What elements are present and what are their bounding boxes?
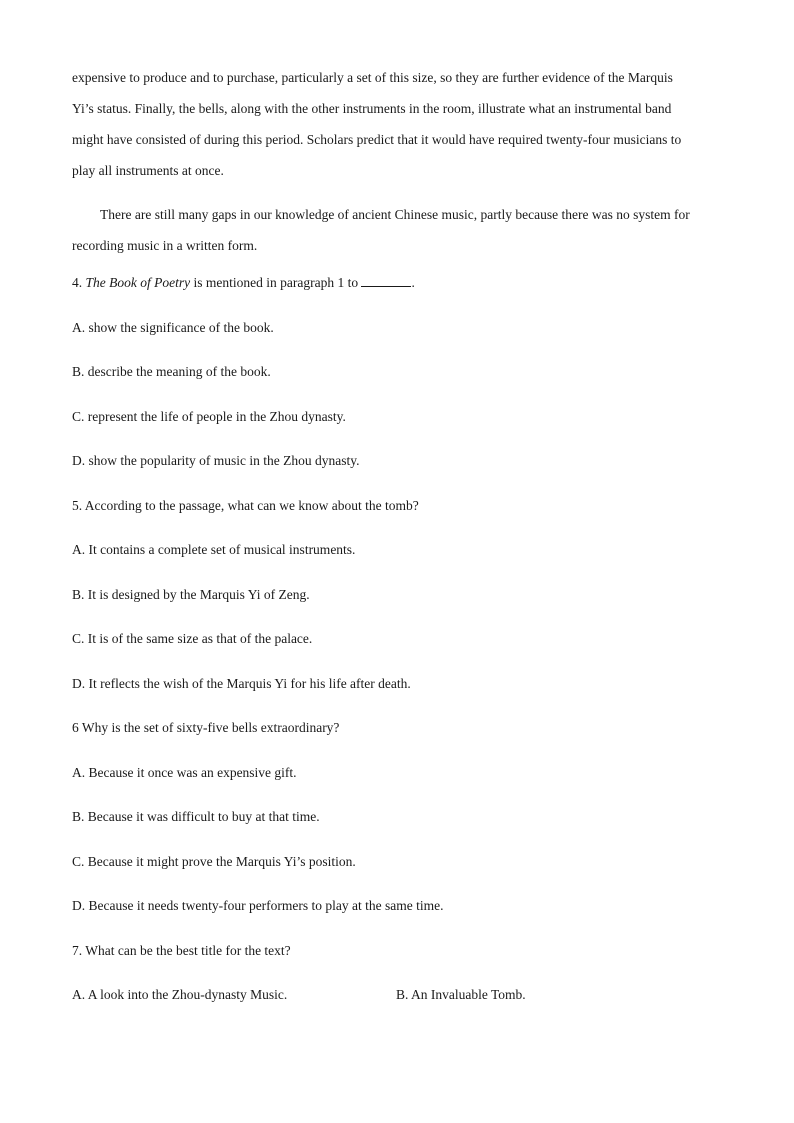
text-line: might have consisted of during this period. Scholars predict that it would have required twenty-four musicians to <box>72 132 682 147</box>
option-d: D. show the popularity of music in the Zhou dynasty. <box>72 453 360 468</box>
option-d: D. It reflects the wish of the Marquis Yi for his life after death. <box>72 675 411 691</box>
question-4 <box>72 273 722 496</box>
text-line: recording music in a written form. <box>72 238 258 253</box>
answer-blank <box>361 273 411 287</box>
question-stem: 5. According to the passage, what can we know about the tomb? <box>72 497 419 513</box>
option-c: C. represent the life of people in the Zhou dynasty. <box>72 408 346 424</box>
option-b: B. It is designed by the Marquis Yi of Zeng. <box>72 586 310 602</box>
passage-paragraph-2 <box>72 199 722 261</box>
option-b: B. Because it was difficult to buy at that time. <box>72 809 320 824</box>
option-d: D. Because it needs twenty-four performers to play at the same time. <box>72 898 444 913</box>
option-c: C. It is of the same size as that of the palace. <box>72 631 313 646</box>
paragraph-gap <box>72 261 722 273</box>
option-a: A. show the significance of the book. <box>72 319 274 335</box>
option-b: B. An Invaluable Tomb. <box>396 987 526 1002</box>
option-a: A. It contains a complete set of musical instruments. <box>72 542 356 557</box>
question-6 <box>72 718 722 941</box>
option-b: B. describe the meaning of the book. <box>72 364 271 379</box>
text-line: play all instruments at once. <box>72 163 224 178</box>
question-5 <box>72 496 722 719</box>
text-line: Yi’s status. Finally, the bells, along with the other instruments in the room, illustrate what an instrumental band <box>72 101 672 116</box>
question-stem: 6 Why is the set of sixty-five bells extraordinary? <box>72 720 340 735</box>
book-title: The Book of Poetry <box>85 275 191 290</box>
question-stem: 7. What can be the best title for the text? <box>72 942 291 958</box>
option-a: A. A look into the Zhou-dynasty Music. <box>72 987 288 1002</box>
passage-paragraph-1 <box>72 62 722 186</box>
text-line: There are still many gaps in our knowledge of ancient Chinese music, partly because there was no system for <box>100 207 690 222</box>
text-line: expensive to produce and to purchase, particularly a set of this size, so they are further evidence of the Marquis <box>72 70 673 85</box>
option-c: C. Because it might prove the Marquis Yi’s position. <box>72 853 356 869</box>
option-a: A. Because it once was an expensive gift. <box>72 764 297 780</box>
paragraph-gap <box>72 186 722 199</box>
question-stem: 4. The Book of Poetry is mentioned in paragraph 1 to . <box>72 275 415 290</box>
document-page <box>72 62 722 1005</box>
question-7 <box>72 941 722 1006</box>
options-row <box>72 985 722 1005</box>
